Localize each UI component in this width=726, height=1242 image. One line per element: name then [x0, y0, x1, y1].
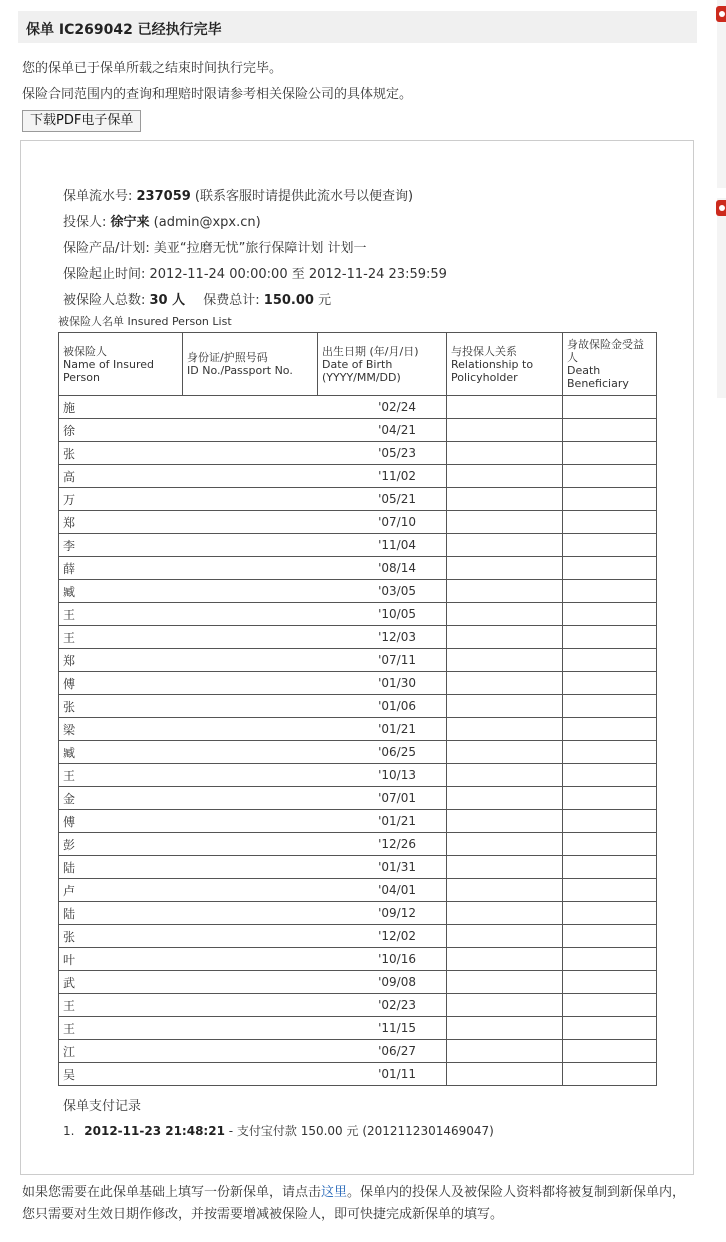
id-number: [183, 1063, 318, 1086]
id-number: [183, 695, 318, 718]
date-of-birth: '01/11: [318, 1063, 447, 1086]
beneficiary: [563, 672, 657, 695]
date-of-birth: '05/23: [318, 442, 447, 465]
relationship: [447, 994, 563, 1017]
insured-name: 徐: [59, 419, 183, 442]
date-of-birth: '02/23: [318, 994, 447, 1017]
id-number: [183, 672, 318, 695]
date-of-birth: '01/21: [318, 810, 447, 833]
id-number: [183, 810, 318, 833]
beneficiary: [563, 810, 657, 833]
beneficiary: [563, 419, 657, 442]
insured-name: 王: [59, 603, 183, 626]
insured-name: 王: [59, 764, 183, 787]
id-number: [183, 741, 318, 764]
beneficiary: [563, 603, 657, 626]
beneficiary: [563, 994, 657, 1017]
insured-name: 金: [59, 787, 183, 810]
insured-name: 薛: [59, 557, 183, 580]
id-number: [183, 465, 318, 488]
insured-name: 张: [59, 442, 183, 465]
date-of-birth: '06/25: [318, 741, 447, 764]
serial-line: 保单流水号: 237059 (联系客服时请提供此流水号以便查询): [63, 189, 414, 204]
relationship: [447, 465, 563, 488]
insured-name: 郑: [59, 649, 183, 672]
date-of-birth: '01/31: [318, 856, 447, 879]
payment-record-item: 1. 2012-11-23 21:48:21 - 支付宝付款 150.00 元 (2012112301469047): [63, 1124, 494, 1138]
renew-here-link[interactable]: 这里: [321, 1185, 348, 1200]
renew-policy-notice: 如果您需要在此保单基础上填写一份新保单，请点击这里。保单内的投保人及被保险人资料都将被复制到新保单内，您只需要对生效日期作修改，并按需要增减被保险人，即可快捷完成新保单的填写。: [22, 1185, 686, 1222]
beneficiary: [563, 396, 657, 419]
insured-total: 30 人: [149, 293, 186, 308]
date-of-birth: '07/01: [318, 787, 447, 810]
id-number: [183, 557, 318, 580]
table-row: [59, 534, 657, 557]
totals-line: 被保险人总数: 30 人 保费总计: 150.00 元: [63, 293, 332, 308]
table-row: [59, 695, 657, 718]
date-of-birth: '04/01: [318, 879, 447, 902]
period-value: 2012-11-24 00:00:00 至 2012-11-24 23:59:59: [149, 267, 447, 282]
insured-name: 梁: [59, 718, 183, 741]
table-row: [59, 856, 657, 879]
beneficiary: [563, 626, 657, 649]
table-row: [59, 1063, 657, 1086]
date-of-birth: '12/02: [318, 925, 447, 948]
date-of-birth: '11/04: [318, 534, 447, 557]
table-row: [59, 396, 657, 419]
insured-name: 武: [59, 971, 183, 994]
insured-name: 彭: [59, 833, 183, 856]
id-number: [183, 787, 318, 810]
date-of-birth: '03/05: [318, 580, 447, 603]
date-of-birth: '11/15: [318, 1017, 447, 1040]
beneficiary: [563, 695, 657, 718]
id-number: [183, 902, 318, 925]
insured-name: 卢: [59, 879, 183, 902]
holder-line: 投保人: 徐宁来 (admin@xpx.cn): [63, 215, 261, 230]
relationship: [447, 488, 563, 511]
relationship: [447, 971, 563, 994]
insured-name: 傅: [59, 810, 183, 833]
insured-name: 王: [59, 1017, 183, 1040]
table-row: [59, 948, 657, 971]
relationship: [447, 396, 563, 419]
beneficiary: [563, 948, 657, 971]
relationship: [447, 695, 563, 718]
relationship: [447, 925, 563, 948]
col-relationship: 与投保人关系 Relationship to Policyholder: [447, 333, 563, 396]
table-row: [59, 718, 657, 741]
col-beneficiary: 身故保险金受益人 Death Beneficiary: [563, 333, 657, 396]
table-row: [59, 511, 657, 534]
page-title-bar: [18, 11, 697, 43]
beneficiary: [563, 488, 657, 511]
insured-name: 王: [59, 994, 183, 1017]
id-number: [183, 994, 318, 1017]
col-insured-name: 被保险人 Name of Insured Person: [59, 333, 183, 396]
id-number: [183, 603, 318, 626]
beneficiary: [563, 902, 657, 925]
beneficiary: [563, 1063, 657, 1086]
relationship: [447, 1040, 563, 1063]
beneficiary: [563, 580, 657, 603]
claims-notice: 保险合同范围内的查询和理赔时限请参考相关保险公司的具体规定。: [22, 87, 413, 102]
id-number: [183, 764, 318, 787]
relationship: [447, 603, 563, 626]
beneficiary: [563, 442, 657, 465]
table-row: [59, 764, 657, 787]
relationship: [447, 626, 563, 649]
beneficiary: [563, 787, 657, 810]
table-row: [59, 833, 657, 856]
table-row: [59, 994, 657, 1017]
relationship: [447, 879, 563, 902]
id-number: [183, 488, 318, 511]
beneficiary: [563, 833, 657, 856]
beneficiary: [563, 557, 657, 580]
date-of-birth: '12/03: [318, 626, 447, 649]
table-row: [59, 442, 657, 465]
beneficiary: [563, 925, 657, 948]
alert-icon[interactable]: [716, 200, 726, 216]
date-of-birth: '06/27: [318, 1040, 447, 1063]
date-of-birth: '12/26: [318, 833, 447, 856]
holder-email: (admin@xpx.cn): [149, 215, 261, 230]
table-row: [59, 879, 657, 902]
date-of-birth: '01/21: [318, 718, 447, 741]
table-row: [59, 1017, 657, 1040]
beneficiary: [563, 534, 657, 557]
id-number: [183, 511, 318, 534]
policy-panel: [20, 140, 694, 1175]
insured-name: 叶: [59, 948, 183, 971]
relationship: [447, 948, 563, 971]
date-of-birth: '01/06: [318, 695, 447, 718]
insured-list-caption: 被保险人名单 Insured Person List: [58, 315, 232, 328]
date-of-birth: '09/12: [318, 902, 447, 925]
date-of-birth: '10/05: [318, 603, 447, 626]
id-number: [183, 626, 318, 649]
premium-total: 150.00: [263, 293, 314, 308]
id-number: [183, 879, 318, 902]
table-row: [59, 672, 657, 695]
relationship: [447, 1017, 563, 1040]
table-row: [59, 902, 657, 925]
beneficiary: [563, 649, 657, 672]
table-header-row: [59, 333, 657, 396]
table-row: [59, 419, 657, 442]
insured-name: 施: [59, 396, 183, 419]
table-row: [59, 557, 657, 580]
id-number: [183, 833, 318, 856]
table-row: [59, 741, 657, 764]
beneficiary: [563, 879, 657, 902]
id-number: [183, 442, 318, 465]
product-line: 保险产品/计划: 美亚“拉磨无忧”旅行保障计划 计划一: [63, 241, 367, 256]
insured-name: 李: [59, 534, 183, 557]
relationship: [447, 511, 563, 534]
insured-name: 陆: [59, 902, 183, 925]
beneficiary: [563, 718, 657, 741]
table-row: [59, 465, 657, 488]
id-number: [183, 856, 318, 879]
table-row: [59, 649, 657, 672]
date-of-birth: '07/11: [318, 649, 447, 672]
id-number: [183, 948, 318, 971]
relationship: [447, 580, 563, 603]
insured-name: 江: [59, 1040, 183, 1063]
id-number: [183, 925, 318, 948]
insured-person-table: [58, 332, 657, 1086]
id-number: [183, 396, 318, 419]
id-number: [183, 718, 318, 741]
payment-records-title: 保单支付记录: [63, 1099, 142, 1114]
serial-number: 237059: [136, 189, 191, 204]
date-of-birth: '02/24: [318, 396, 447, 419]
period-line: 保险起止时间: 2012-11-24 00:00:00 至 2012-11-24 23:59:59: [63, 267, 447, 282]
id-number: [183, 580, 318, 603]
relationship: [447, 810, 563, 833]
id-number: [183, 971, 318, 994]
relationship: [447, 649, 563, 672]
date-of-birth: '07/10: [318, 511, 447, 534]
side-panel-tab-bottom[interactable]: [717, 198, 726, 398]
col-date-of-birth: 出生日期 (年/月/日) Date of Birth (YYYY/MM/DD): [318, 333, 447, 396]
col-id-number: 身份证/护照号码 ID No./Passport No.: [183, 333, 318, 396]
id-number: [183, 1040, 318, 1063]
insured-name: 郑: [59, 511, 183, 534]
beneficiary: [563, 511, 657, 534]
table-row: [59, 603, 657, 626]
relationship: [447, 672, 563, 695]
insured-name: 傅: [59, 672, 183, 695]
relationship: [447, 557, 563, 580]
beneficiary: [563, 971, 657, 994]
insured-name: 张: [59, 925, 183, 948]
table-row: [59, 580, 657, 603]
completion-notice: 您的保单已于保单所载之结束时间执行完毕。: [22, 61, 283, 76]
id-number: [183, 649, 318, 672]
relationship: [447, 534, 563, 557]
product-value: 美亚“拉磨无忧”旅行保障计划 计划一: [153, 241, 367, 256]
page-title: 保单 IC269042 已经执行完毕: [26, 22, 222, 38]
relationship: [447, 442, 563, 465]
id-number: [183, 419, 318, 442]
beneficiary: [563, 741, 657, 764]
relationship: [447, 419, 563, 442]
table-row: [59, 1040, 657, 1063]
table-row: [59, 925, 657, 948]
insured-name: 张: [59, 695, 183, 718]
id-number: [183, 1017, 318, 1040]
table-row: [59, 488, 657, 511]
beneficiary: [563, 465, 657, 488]
date-of-birth: '08/14: [318, 557, 447, 580]
date-of-birth: '11/02: [318, 465, 447, 488]
insured-name: 臧: [59, 580, 183, 603]
table-row: [59, 787, 657, 810]
insured-name: 王: [59, 626, 183, 649]
relationship: [447, 741, 563, 764]
payment-description: - 支付宝付款 150.00 元 (2012112301469047): [224, 1124, 494, 1138]
relationship: [447, 787, 563, 810]
side-panel-tab-top[interactable]: [717, 0, 726, 188]
relationship: [447, 1063, 563, 1086]
download-pdf-button[interactable]: 下载PDF电子保单: [22, 110, 141, 132]
date-of-birth: '10/16: [318, 948, 447, 971]
date-of-birth: '10/13: [318, 764, 447, 787]
insured-name: 高: [59, 465, 183, 488]
date-of-birth: '04/21: [318, 419, 447, 442]
holder-name: 徐宁来: [110, 215, 150, 230]
relationship: [447, 764, 563, 787]
date-of-birth: '09/08: [318, 971, 447, 994]
table-row: [59, 626, 657, 649]
id-number: [183, 534, 318, 557]
beneficiary: [563, 764, 657, 787]
relationship: [447, 833, 563, 856]
table-row: [59, 971, 657, 994]
relationship: [447, 856, 563, 879]
insured-name: 万: [59, 488, 183, 511]
table-row: [59, 810, 657, 833]
relationship: [447, 902, 563, 925]
relationship: [447, 718, 563, 741]
payment-datetime: 2012-11-23 21:48:21: [84, 1124, 225, 1138]
alert-icon[interactable]: [716, 6, 726, 22]
insured-name: 臧: [59, 741, 183, 764]
beneficiary: [563, 856, 657, 879]
date-of-birth: '01/30: [318, 672, 447, 695]
beneficiary: [563, 1040, 657, 1063]
insured-name: 陆: [59, 856, 183, 879]
date-of-birth: '05/21: [318, 488, 447, 511]
beneficiary: [563, 1017, 657, 1040]
insured-name: 吴: [59, 1063, 183, 1086]
